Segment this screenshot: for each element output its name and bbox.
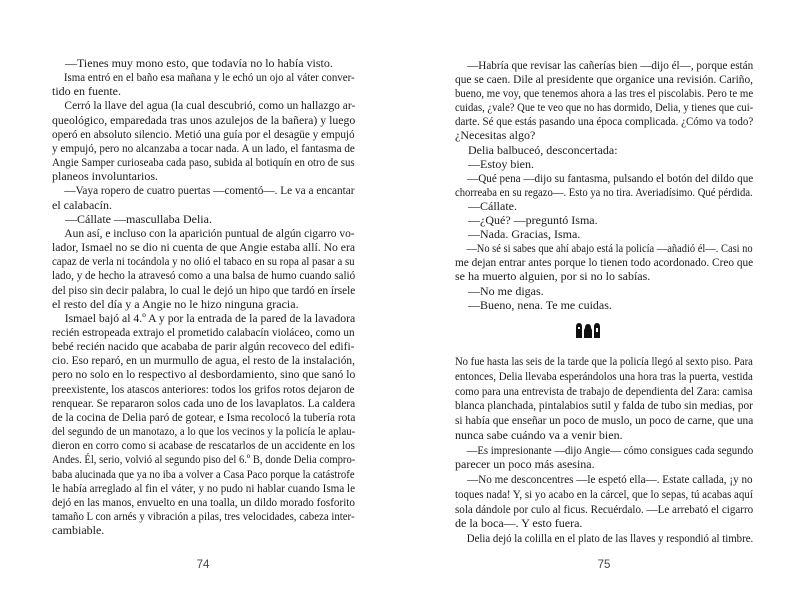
paragraph — [455, 143, 753, 157]
text-line: le había arreglado al fin el váter, y no pudo ni hablar cuando Isma le — [52, 480, 356, 495]
text-line: —¿Qué? —preguntó Isma. — [468, 213, 598, 228]
text-line: ¿Necesitas algo? — [455, 128, 536, 143]
text-line: sola dándole por culo al ficus. Recuérdalo. —Le arrebató el cigarro — [455, 501, 754, 516]
text-line: nunca sabe cuándo va a venir bien. — [455, 427, 623, 442]
text-line: dieron en corro como si acabase de rescatarlos de un accidente en los — [52, 438, 355, 453]
text-line: tamaño L con arnés y vibración a pilas, tres velocidades, cabeza inter- — [52, 509, 355, 523]
text-line: chorreaba en su regazo—. Esto ya no tira. Averiadísimo. Qué pérdida. — [455, 184, 753, 199]
text-line: bueno, me voy, que tenemos ahora a las tres el piscolabis. Pero te me — [455, 86, 754, 101]
text-line: operó en absoluto silencio. Metió una guía por el desagüe y empujó — [52, 126, 355, 141]
text-line: del piso sin decir palabra, lo cual le dejó un hipo que tardó en írsele — [52, 282, 356, 297]
text-line: —Vaya ropero de cuatro puertas —comentó—. Le va a encantar — [64, 183, 355, 198]
text-line: cio. Eso reparó, en un murmullo de agua, el resto de la instalación, — [52, 353, 355, 368]
text-line: No fue hasta las seis de la tarde que la policía llegó al sexto piso. Para — [455, 354, 753, 368]
text-line: Aun así, e incluso con la aparición puntual de algún cigarro vo- — [64, 225, 355, 240]
text-line: bebé recién nacido que acababa de parir algún recoveco del edifi- — [52, 339, 355, 354]
text-line: Delia dejó la colilla en el plato de las llaves y respondió al timbre. — [466, 531, 754, 545]
text-line: —No me digas. — [468, 283, 544, 298]
page-number-right: 75 — [597, 559, 611, 571]
text-line: Delia balbuceó, desconcertada: — [468, 142, 618, 157]
text-line: del segundo de un manotazo, a lo que los vecinos y la policía le aplau- — [52, 424, 356, 439]
paragraph — [455, 171, 753, 199]
text-line: —Bueno, nena. Te me cuidas. — [468, 297, 612, 312]
paragraph — [52, 212, 355, 226]
paragraph — [52, 56, 355, 70]
paragraph — [52, 311, 355, 538]
text-line: como para una entrevista de trabajo de dependienta del Zara: camisa — [455, 383, 753, 398]
paragraph — [52, 183, 355, 211]
text-line: baba alucinada que ya no iba a volver a Casa Paco porque la catástrofe — [52, 466, 355, 481]
paragraph — [455, 443, 753, 473]
text-line: —Cállate —mascullaba Delia. — [65, 211, 212, 226]
text-line: —Tienes muy mono esto, que todavía no lo había visto. — [65, 56, 333, 70]
text-line: lador, Ismael no se dio ni cuenta de que Angie estaba allí. No era — [52, 240, 356, 255]
text-line: de la boca—. Y esto fuera. — [455, 516, 583, 531]
paragraph — [455, 213, 753, 227]
text-line: Ismael bajó al 4.º A y por la entrada de la pared de la lavadora — [64, 310, 356, 325]
paragraph — [455, 298, 753, 312]
paragraph — [455, 472, 753, 531]
text-line: lado, y de hecho la atravesó como a una balsa de humo cuando salió — [52, 268, 356, 283]
section-break-ornament-icon — [575, 321, 601, 339]
page-number-left: 74 — [196, 559, 210, 571]
paragraph — [455, 199, 753, 213]
paragraph — [52, 70, 355, 98]
text-line: Andes. Él, serio, volvió al segundo piso del 6.º B, donde Delia compro- — [52, 452, 356, 467]
text-line: de la cocina de Delia paró de gotear, e Isma recolocó la tubería rota — [52, 409, 356, 424]
paragraph — [455, 284, 753, 298]
paragraph — [455, 354, 753, 443]
paragraph — [455, 58, 753, 143]
left-page-text — [52, 56, 355, 537]
paragraph — [52, 226, 355, 311]
paragraph — [52, 98, 355, 183]
text-line: se ha muerto alguien, por si no lo sabías. — [455, 269, 651, 284]
text-line: cambiable. — [52, 523, 105, 538]
paragraph — [455, 531, 753, 546]
text-line: entonces, Delia llevaba esperándolos una hora tras la puerta, vestida — [455, 368, 753, 383]
text-line: —Nada. Gracias, Isma. — [468, 227, 581, 242]
text-line: Isma entró en el baño esa mañana y le echó un ojo al váter conver- — [63, 70, 355, 85]
text-line: el resto del día y a Angie no le hizo ninguna gracia. — [52, 296, 299, 311]
text-line: pero no solo en lo respectivo al desbordamiento, sino que sanó lo — [52, 367, 356, 382]
text-line: —Habría que revisar las cañerías bien —dijo él—, porque están — [467, 58, 754, 72]
right-page-text-section-1 — [455, 58, 753, 312]
paragraph — [455, 157, 753, 171]
text-line: —No me desconcentres —le espetó ella—. Estate callada, ¡y no — [467, 472, 753, 486]
text-line: Cerró la llave del agua (la cual descubrió, como un hallazgo ar- — [64, 98, 356, 113]
text-line: blanca planchada, pintalabios sutil y falda de tubo sin medias, por — [455, 398, 753, 413]
text-line: darte. Sé que estás pasando una época complicada. ¿Cómo va todo? — [455, 114, 754, 129]
text-line: capaz de verla ni tocándola y no olió el tabaco en su ropa al pasar a su — [52, 254, 355, 269]
text-line: planeos involuntarios. — [52, 169, 158, 184]
text-line: tido en fuente. — [52, 84, 121, 99]
text-line: —Cállate. — [468, 198, 517, 213]
text-line: queológico, emparedada tras unos azulejos de la bañera) y luego — [52, 112, 356, 127]
text-line: renquear. Se repararon solos cada uno de los lavaplatos. La caldera — [52, 395, 356, 410]
text-line: y empujó, pero no alcanzaba a tocar nada. A un lado, el fantasma de — [52, 140, 355, 155]
text-line: cuidas, ¿vale? Que te veo que no has dormido, Delia, y tienes que cui- — [455, 100, 754, 115]
text-line: —Qué pena —dijo su fantasma, pulsando el botón del dildo que — [467, 170, 754, 185]
text-line: toques nada! Y, si yo acabo en la cárcel, que lo sepas, tú acabas aquí — [455, 486, 753, 501]
paragraph — [455, 241, 753, 283]
text-line: —No sé si sabes que ahí abajo está la policía —añadió él—. Casi no — [466, 241, 753, 256]
text-line: —Estoy bien. — [468, 156, 534, 171]
text-line: si había que enseñar un poco de muslo, un poco de carne, que una — [455, 413, 754, 427]
text-line: preexistente, los atascos anteriores: todos los grifos rotos dejaron de — [52, 381, 355, 396]
right-page-text-section-2 — [455, 354, 753, 546]
text-line: Angie Samper curioseaba cada paso, subida al botiquín en otro de sus — [52, 155, 355, 170]
paragraph — [455, 227, 753, 241]
text-line: parecer un poco más asesina. — [455, 457, 595, 472]
text-line: —Es impresionante —dijo Angie— cómo consigues cada segundo — [466, 442, 754, 457]
text-line: recién estropeada extrajo el prometido calabacín violáceo, como un — [52, 324, 355, 339]
text-line: el calabacín. — [52, 197, 112, 212]
text-line: dejó en las manos, envuelto en una toalla, un dildo morado fosforito — [52, 494, 355, 509]
text-line: me dejan entrar antes porque lo tienen todo acordonado. Creo que — [455, 255, 754, 270]
text-line: que se caen. Dile al presidente que organice una revisión. Cariño, — [455, 72, 753, 87]
